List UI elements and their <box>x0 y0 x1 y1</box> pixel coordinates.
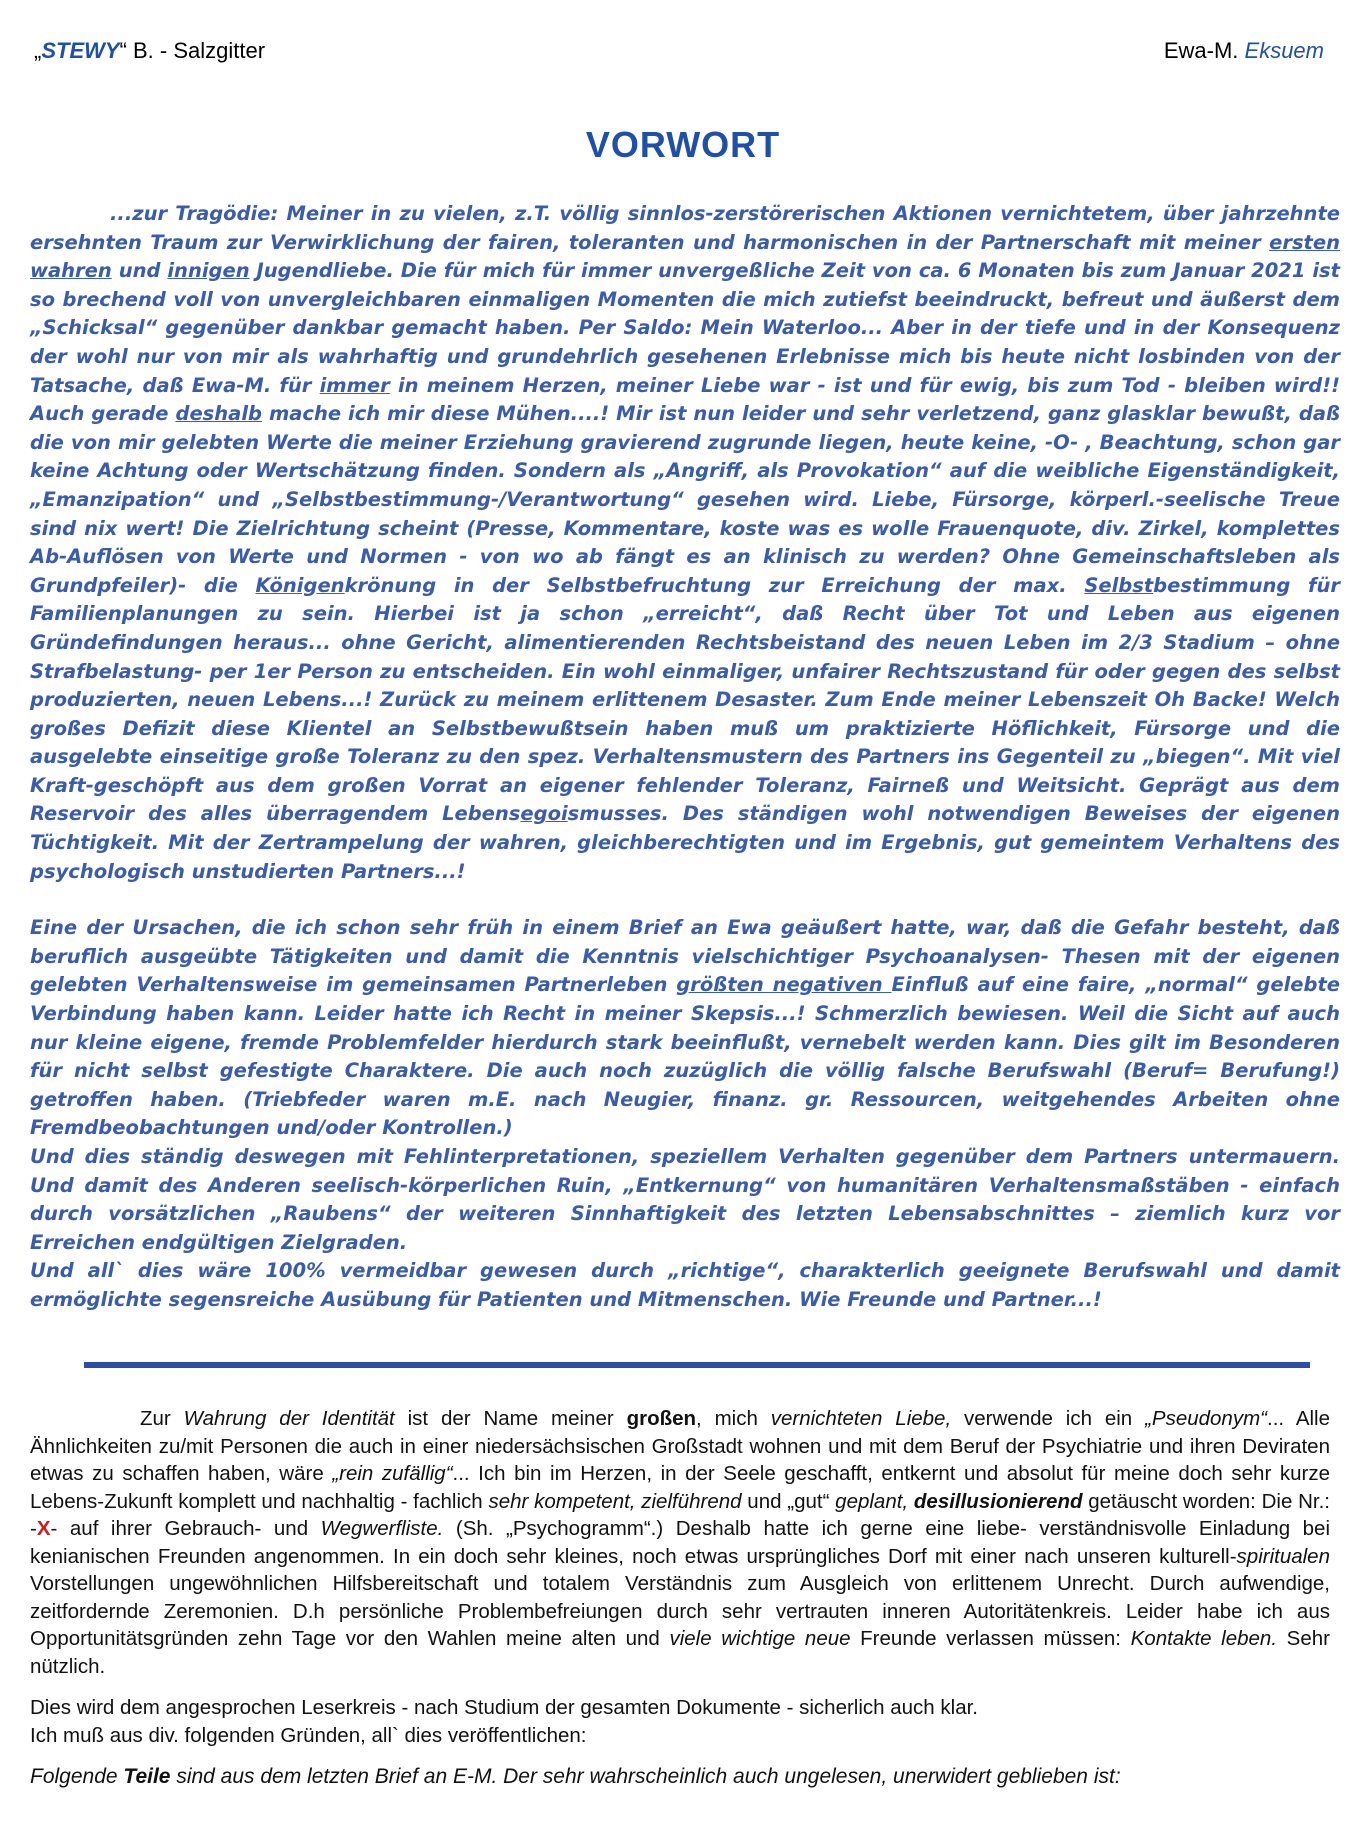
text-run: und <box>111 259 168 283</box>
header-quote-close: “ <box>119 38 127 63</box>
text-run: getäuscht worden: Die Nr.: - <box>30 1489 1330 1540</box>
bold-text: Teile <box>123 1765 171 1788</box>
text-run: smusses. Des ständigen wohl notwendigen Beweises der eigenen Tüchtigkeit. Mit der Zertrampelung der wahren, gleichberechtigten und im Ergebnis, gut gemeintem Verhaltens des psychologisch unstudierten Partners...! <box>30 802 1340 883</box>
underlined-text: egoi <box>520 802 568 826</box>
red-mark: X <box>36 1517 51 1540</box>
text-run: ... Alle Ähnlichkeiten zu/mit Personen die auch in einer niedersächsischen Großstadt wohnen und mit dem Beruf der Psychiatrie und ihren Deviraten etwas zu schaffen haben, wäre <box>30 1407 1331 1485</box>
paragraph-gap <box>30 886 1340 914</box>
paragraph-gap <box>30 1680 1330 1694</box>
header-subject-name: Ewa-M. <box>1163 38 1245 63</box>
underlined-text: wahren <box>30 259 112 283</box>
foreword-paragraph-4: Und all` dies wäre 100% vermeidbar gewesen durch „richtige“, charakterlich geeignete Berufswahl und damit ermöglichte segensreiche Ausübung für Patienten und Mitmenschen. Wie Freunde und Partner...! <box>30 1259 1340 1311</box>
foreword-paragraph-2 <box>30 914 1340 1143</box>
underlined-text: innigen <box>167 259 250 283</box>
header-quote-open: „ <box>34 38 42 63</box>
header-author <box>34 38 265 64</box>
underlined-text: Königen <box>255 573 345 597</box>
text-run: ... Ich bin im Herzen, in der Seele geschafft, entkernt und absolut für meine doch sehr kurze Lebens-Zukunft komplett und nachhaltig - fachlich <box>30 1462 1330 1513</box>
epilogue-final-line <box>30 1763 1330 1791</box>
underlined-text: immer <box>319 373 390 397</box>
italic-text: geplant, <box>835 1489 909 1513</box>
italic-text: vernichteten Liebe, <box>770 1407 952 1430</box>
text-run: , mich <box>696 1407 771 1430</box>
epilogue-paragraph-2b: Ich muß aus div. folgenden Gründen, all` dies veröffentlichen: <box>30 1723 587 1747</box>
header-author-rest: B. - Salzgitter <box>126 38 266 63</box>
text-run: - auf ihrer Gebrauch- und <box>50 1517 321 1540</box>
text-run: bestimmung für Familienplanungen zu sein. Hierbei ist ja schon „erreicht“, daß Recht über Tot und Leben aus eigenen Gründefindungen heraus... ohne Gericht, alimentierenden Rechtsbeistand des neuen Leben im 2/3 Stadium – ohne Strafbelastung- per 1er Person zu entscheiden. Ein wohl einmaliger, unfairer Rechtszustand für oder gegen des selbst produzierten, neuen Lebens...! Zurück zu meinem erlittenem Desaster. Zum Ende meiner Lebenszeit Oh Backe! Welch großes Defizit diese Klientel an Selbstbewußtsein haben muß um praktizierte Höflichkeit, Fürsorge und die ausgelebte einseitige große Toleranz zu den spez. Verhaltensmustern des Partners ins Gegenteil zu „biegen“. Mit viel Kraft-geschöpft aus dem großen Vorrat an eigener fehlender Toleranz, Fairneß und Weitsicht. Geprägt aus dem Reservoir des alles überragendem Lebens <box>30 573 1340 826</box>
text-run: Sehr nützlich. <box>30 1627 1330 1678</box>
text-run: Folgende <box>30 1765 124 1788</box>
text-run: sind aus dem letzten Brief an E-M. Der sehr wahrscheinlich auch ungelesen, unerwidert geblieben ist: <box>170 1765 1121 1788</box>
underlined-text: Selbst <box>1084 573 1154 597</box>
text-run: (Sh. „Psychogramm“.) Deshalb hatte ich gerne eine liebe- verständnisvolle Einladung bei kenianischen Freunden angenommen. In ein doch sehr kleines, noch etwas ursprüngliches Dorf mit einer nach unseren kulturell- <box>30 1517 1331 1568</box>
text-run: Eine der Ursachen, die ich schon sehr früh in einem Brief an Ewa geäußert hatte, war, daß die Gefahr besteht, daß beruflich ausgeübte Tätigkeiten und damit die Kenntnis vielschichtiger Psychoanalysen- Thesen mit der eigenen gelebten Verhaltensweise im gemeinsamen Partnerleben <box>30 916 1340 997</box>
italic-text: „rein zufällig“ <box>332 1462 453 1485</box>
bold-text: großen <box>626 1407 697 1430</box>
header-author-nickname: STEWY <box>41 38 120 63</box>
header-subject <box>1164 38 1324 64</box>
foreword-paragraph-3: Und dies ständig deswegen mit Fehlinterpretationen, speziellem Verhalten gegenüber dem Partners untermauern. Und damit des Anderen seelisch-körperlichen Ruin, „Entkernung“ von humanitären Verhaltensmaßstäben - einfach durch vorsätzlichen „Raubens“ der weiteren Sinnhaftigkeit des letzten Lebensabschnittes – ziemlich kurz vor Erreichen endgültigen Zielgraden. <box>30 1145 1340 1254</box>
text-run: mache ich mir diese Mühen....! Mir ist nun leider und sehr verletzend, ganz glasklar bewußt, daß die von mir gelebten Werte die meiner Erziehung gravierend zugrunde liegen, heute keine, -O- , Beachtung, schon gar keine Achtung oder Wertschätzung finden. Sondern als „Angriff, als Provokation“ auf die weibliche Eigenständigkeit, „Emanzipation“ und „Selbstbestimmung-/Verantwortung“ gesehen wird. Liebe, Fürsorge, körperl.-seelische Treue sind nix wert! Die Zielrichtung scheint (Presse, Kommentare, koste was es wolle Frauenquote, div. Zirkel, komplettes Ab-Auflösen von Werte und Normen - von wo ab fängt es an klinisch zu werden? Ohne Gemeinschaftsleben als Grundpfeiler)- die <box>30 402 1340 597</box>
italic-text: „Pseudonym“ <box>1145 1407 1267 1430</box>
text-run: Zur <box>140 1407 184 1430</box>
epilogue-paragraph-1 <box>30 1405 1330 1680</box>
section-divider <box>84 1362 1310 1368</box>
text-run: Freunde verlassen müssen: <box>850 1627 1131 1650</box>
italic-text: sehr kompetent, zielführend <box>488 1489 742 1513</box>
text-run: und „gut“ <box>741 1489 836 1513</box>
text-run: Einfluß auf eine faire, „normal“ gelebte Verbindung haben kann. Leider hatte ich Recht in meiner Skepsis...! Schmerzlich bewiesen. Weil die Sicht auf auch nur kleine eigene, fremde Problemfelder hierdurch stark beeinflußt, vernebelt werden kann. Dies gilt im Besonderen für nicht selbst gefestigte Charaktere. Die auch noch zuzüglich die völlig falsche Berufswahl (Beruf= Berufung!) getroffen haben. (Triebfeder waren m.E. nach Neugier, finanz. gr. Ressourcen, weitgehendes Arbeiten ohne Fremdbeobachtungen und/oder Kontrollen.) <box>30 973 1340 1140</box>
text-run: ...zur Tragödie: Meiner in zu vielen, z.T. völlig sinnlos-zerstörerischen Aktionen vernichtetem, über jahrzehnte ersehnten Traum zur Verwirklichung der fairen, toleranten und harmonischen in der Partnerschaft mit meiner <box>30 202 1340 254</box>
italic-text: Kontakte leben. <box>1130 1627 1278 1650</box>
italic-text: viele wichtige neue <box>669 1627 851 1650</box>
text-run: in meinem Herzen, meiner Liebe war - ist und für ewig, bis zum Tod - bleiben wird!! Auch gerade <box>30 373 1340 426</box>
page-title: VORWORT <box>585 124 781 165</box>
italic-text: spiritualen <box>1236 1544 1330 1568</box>
text-run: ist der Name meiner <box>394 1407 627 1430</box>
italic-text: Wahrung der Identität <box>183 1407 395 1430</box>
underlined-text: größten negativen <box>676 973 892 997</box>
epilogue-section <box>30 1405 1330 1791</box>
underlined-text: ersten <box>1269 230 1340 254</box>
foreword-section <box>30 200 1340 1315</box>
underlined-text: deshalb <box>175 402 262 426</box>
foreword-paragraph-1 <box>30 200 1340 886</box>
text-run: verwende ich ein <box>951 1407 1146 1430</box>
bold-italic-text: desillusionierend <box>913 1489 1083 1513</box>
text-run: Jugendliebe. Die für mich für immer unvergeßliche Zeit von ca. 6 Monaten bis zum Januar 2021 ist so brechend voll von unvergleichbaren einmaligen Momenten die mich zutiefst beeindruckt, befreut und äußerst dem „Schicksal“ gegenüber dankbar gemacht haben. Per Saldo: Mein Waterloo... Aber in der tiefe und in der Konsequenz der wohl nur von mir als wahrhaftig und grundehrlich gesehenen Erlebnisse mich bis heute nicht losbinden von der Tatsache, daß Ewa-M. für <box>30 259 1340 397</box>
text-run: krönung in der Selbstbefruchtung zur Erreichung der max. <box>344 573 1085 597</box>
epilogue-paragraph-2a: Dies wird dem angesprochen Leserkreis - nach Studium der gesamten Dokumente - sicherlich auch klar. <box>30 1696 979 1719</box>
header-subject-pseudonym: Eksuem <box>1244 38 1324 63</box>
text-run: Vorstellungen ungewöhnlichen Hilfsbereitschaft und totalem Verständnis zum Ausgleich von erlittenem Unrecht. Durch aufwendige, zeitfordernde Zeremonien. D.h persönliche Problembefreiungen durch sehr vertrauten inneren Autoritätenkreis. Leider habe ich aus Opportunitätsgründen zehn Tage vor den Wahlen meine alten und <box>30 1572 1330 1650</box>
italic-text: Wegwerfliste. <box>320 1517 444 1540</box>
